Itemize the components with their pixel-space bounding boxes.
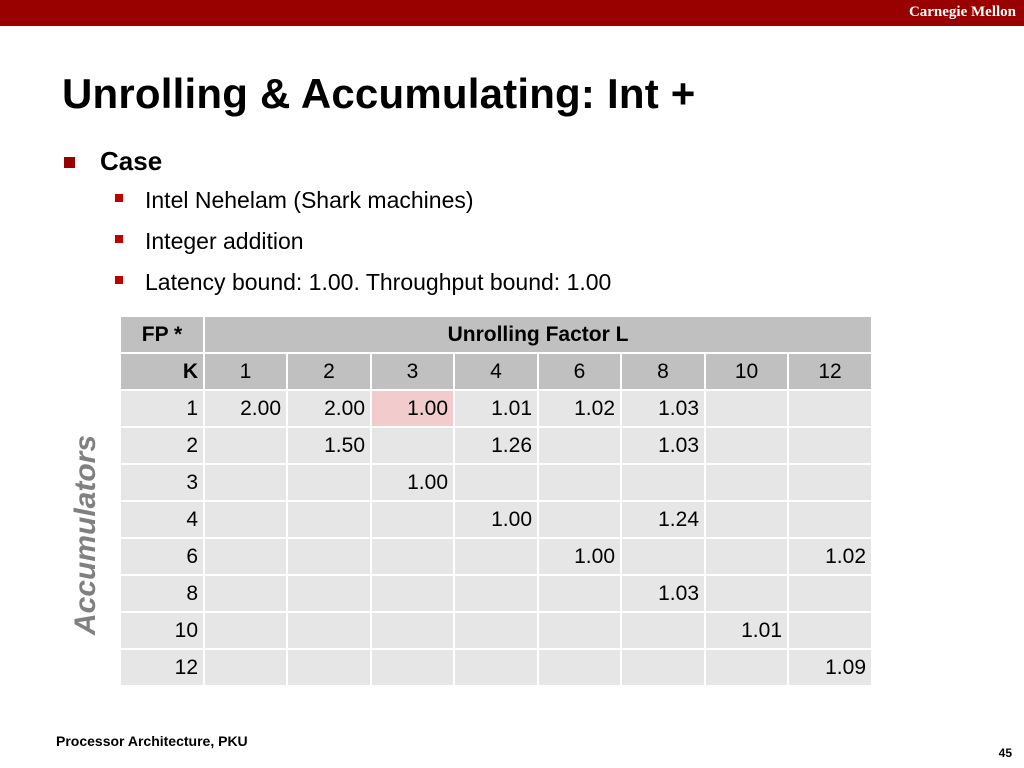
- table-cell: [621, 612, 705, 649]
- table-cell: [371, 575, 454, 612]
- table-cell: [204, 538, 287, 575]
- sub-bullet-operation: [62, 221, 962, 262]
- table-row: [120, 464, 872, 501]
- table-body: [120, 390, 872, 686]
- table-cell: [788, 612, 872, 649]
- row-k-cell: 3: [120, 464, 204, 501]
- table-cell: [621, 538, 705, 575]
- column-header-cell: 10: [705, 353, 788, 390]
- table-cell: 1.00: [538, 538, 621, 575]
- table-cell: 1.03: [621, 390, 705, 427]
- bullet-list: [62, 142, 962, 303]
- column-header-cell: 3: [371, 353, 454, 390]
- table-row: [120, 612, 872, 649]
- footer-course: Processor Architecture, PKU: [56, 733, 248, 749]
- table-cell: [538, 612, 621, 649]
- table-cell: [287, 501, 371, 538]
- table-cell: [705, 575, 788, 612]
- bullet-text: Case: [100, 146, 163, 176]
- cpe-table: [119, 315, 873, 687]
- table-cell: 2.00: [287, 390, 371, 427]
- table-row: [120, 501, 872, 538]
- row-k-cell: 12: [120, 649, 204, 686]
- sub-bullet-processor: [62, 180, 962, 221]
- bullet-case: [62, 142, 962, 180]
- table-cell: [705, 649, 788, 686]
- table-cell: [204, 575, 287, 612]
- table-cell: [287, 649, 371, 686]
- table-cell: 1.03: [621, 575, 705, 612]
- unrolling-factor-header: Unrolling Factor L: [204, 316, 872, 353]
- table-cell: [621, 649, 705, 686]
- table-cell: 1.24: [621, 501, 705, 538]
- table-cell: [287, 575, 371, 612]
- table-cell: [621, 464, 705, 501]
- table-cell: [204, 501, 287, 538]
- row-k-cell: 1: [120, 390, 204, 427]
- table-cell: [204, 427, 287, 464]
- sub-bullet-text: Latency bound: 1.00. Throughput bound: 1.00: [145, 269, 612, 295]
- sub-bullet-text: Integer addition: [145, 228, 304, 254]
- table-cell: [454, 612, 538, 649]
- sub-bullet-text: Intel Nehelam (Shark machines): [145, 187, 474, 213]
- brand-label: Carnegie Mellon: [908, 4, 1016, 20]
- table-cell: [287, 538, 371, 575]
- table-cell: [788, 427, 872, 464]
- square-bullet-icon: [115, 194, 123, 202]
- square-bullet-icon: [64, 157, 75, 168]
- sub-bullet-bounds: [62, 262, 962, 303]
- column-header-cell: 12: [788, 353, 872, 390]
- column-header-cell: 2: [287, 353, 371, 390]
- table-header-row: [120, 316, 872, 353]
- accumulators-axis-label: Accumulators: [69, 434, 102, 636]
- column-header-cell: 6: [538, 353, 621, 390]
- table-cell: [204, 464, 287, 501]
- table-row: [120, 427, 872, 464]
- table-cell: [204, 612, 287, 649]
- page-number: 45: [998, 746, 1012, 760]
- table-cell: [454, 575, 538, 612]
- row-k-cell: 4: [120, 501, 204, 538]
- table-cell: [371, 427, 454, 464]
- table-cell: 1.01: [705, 612, 788, 649]
- table-cell: [371, 501, 454, 538]
- table-cell: [204, 649, 287, 686]
- table-cell: 1.00: [454, 501, 538, 538]
- table-cell: [454, 649, 538, 686]
- column-header-cell: 4: [454, 353, 538, 390]
- row-k-cell: 6: [120, 538, 204, 575]
- row-k-cell: 8: [120, 575, 204, 612]
- top-banner: [0, 0, 1024, 26]
- table-cell: [371, 612, 454, 649]
- table-cell: 1.00: [371, 390, 454, 427]
- table-cell: 2.00: [204, 390, 287, 427]
- table-cell: 1.26: [454, 427, 538, 464]
- table-cell: [287, 464, 371, 501]
- table-corner-label: FP *: [120, 316, 204, 353]
- table-cell: [538, 464, 621, 501]
- table-cell: [371, 649, 454, 686]
- table-cell: [538, 575, 621, 612]
- k-label: K: [120, 353, 204, 390]
- table-cell: 1.02: [538, 390, 621, 427]
- table-row: [120, 575, 872, 612]
- table-cell: [705, 427, 788, 464]
- slide-title: Unrolling & Accumulating: Int +: [62, 70, 696, 117]
- table-cell: 1.09: [788, 649, 872, 686]
- table-cell: [788, 575, 872, 612]
- table-cell: [705, 501, 788, 538]
- column-header-cell: 1: [204, 353, 287, 390]
- table-cell: [538, 649, 621, 686]
- table-cell: [454, 538, 538, 575]
- table-cell: [788, 464, 872, 501]
- column-header-cell: 8: [621, 353, 705, 390]
- column-header-row: [120, 353, 872, 390]
- table-cell: [454, 464, 538, 501]
- row-k-cell: 10: [120, 612, 204, 649]
- table-cell: [788, 501, 872, 538]
- table-cell: 1.01: [454, 390, 538, 427]
- table-cell: [788, 390, 872, 427]
- table-cell: 1.00: [371, 464, 454, 501]
- table-cell: [538, 501, 621, 538]
- table-cell: [705, 390, 788, 427]
- square-bullet-icon: [115, 235, 123, 243]
- row-k-cell: 2: [120, 427, 204, 464]
- table-row: [120, 649, 872, 686]
- table-cell: [705, 464, 788, 501]
- table-cell: [371, 538, 454, 575]
- table-cell: [538, 427, 621, 464]
- table-cell: 1.50: [287, 427, 371, 464]
- table-cell: 1.02: [788, 538, 872, 575]
- table-row: [120, 390, 872, 427]
- table-cell: [287, 612, 371, 649]
- square-bullet-icon: [115, 276, 123, 284]
- table-cell: [705, 538, 788, 575]
- table-cell: 1.03: [621, 427, 705, 464]
- table-row: [120, 538, 872, 575]
